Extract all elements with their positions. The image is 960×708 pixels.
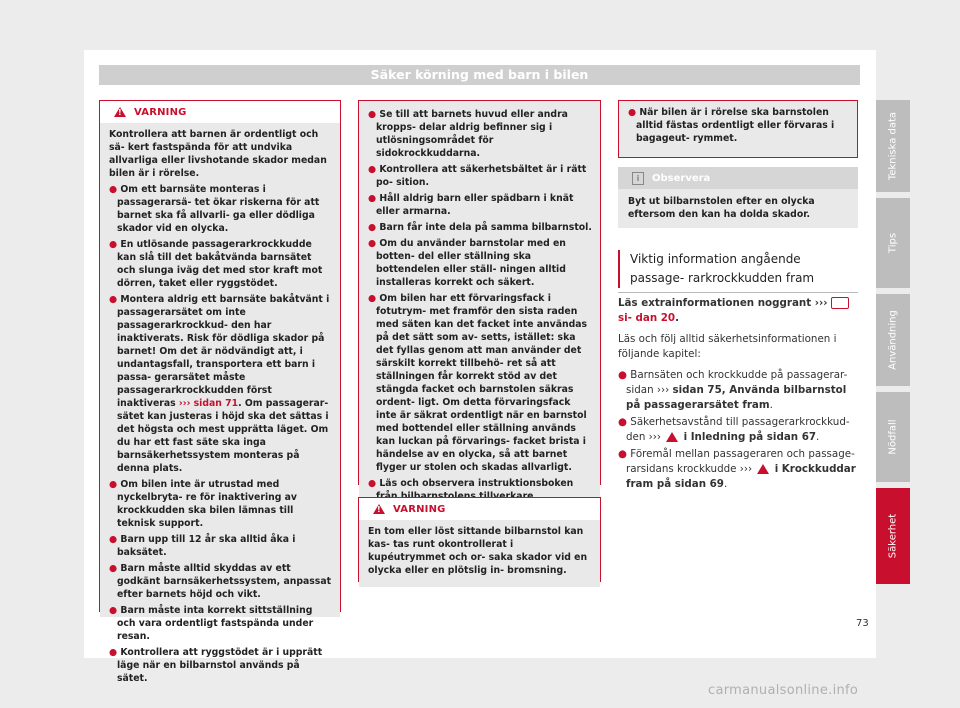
tab-nodfall[interactable]: Nödfall [876,392,910,482]
note-body: Byt ut bilbarnstolen efter en olycka eftersom den kan ha dolda skador. [618,189,858,228]
warning-box-2 [358,497,601,582]
tab-tekniska-data[interactable]: Tekniska data [876,100,910,192]
list-item: ● När bilen är i rörelse ska barnstolen alltid fästas ordentligt eller förvaras i bagageut- rymmet. [628,107,835,144]
list-item: ● Kontrollera att ryggstödet är i upprätt läge när en bilbarnstol används på sätet. [109,647,323,684]
list-item: ● Säkerhetsavstånd till passagerarkrockkud- den ››› ! i Inledning på sidan 67. [618,415,856,445]
list-item: ● Barn måste alltid skyddas av ett godkänt barnsäkerhetssystem, anpassat efter barnets höjd och vikt. [109,563,332,600]
tab-tips[interactable]: Tips [876,198,910,288]
list-item: ● Håll aldrig barn eller spädbarn i knät eller armarna. [368,193,574,217]
read-more-line: Läs extrainformationen noggrant ›››si- dan 20. [618,296,856,326]
list-item: ● Om ett barnsäte monteras i passagerarsä- tet ökar riskerna för att barnet ska få allvarli- ga eller dödliga skador vid en olycka. [109,184,320,234]
list-item: ● Om du använder barnstolar med en botten- del eller ställning ska bottendelen eller ställ- ningen alltid installeras korrekt och säkert. [368,238,566,288]
section-divider [618,292,858,293]
warning-body-continued [359,101,600,512]
list-item: ● Om bilen har ett förvaringsfack i fotutrym- met framför den sista raden med säten kan det facket inte användas på det sätt som av- setts, istället: ska det fyllas genom att man använder det särskilt korrekt tillbehö- ret så att ställningen får korrekt stöd av det stängda facket och barnstolen säkras ordent- ligt. Om detta förvaringsfack inte är säkrat ordentligt när en barnstol med bottendel eller ställning används kan luckan på förvarings- facket brista i händelse av en olycka, så att barnet flyger ur stolen och skadas allvarligt. [368,293,588,473]
child-seat-icon [831,297,849,309]
body-text [618,296,856,494]
warning-label: VARNING [393,503,446,515]
warning-header [359,498,600,520]
note-header [618,167,858,189]
warning-body [100,123,340,684]
note-box [618,167,858,228]
tab-sakerhet[interactable]: Säkerhet [876,488,910,584]
warning-intro: Kontrollera att barnen är ordentligt och sä- kert fastspända för att undvika allvarliga eller livshotande skador medan bilen är i rörelse. [109,129,327,179]
info-icon: i [632,172,644,185]
page-ref-link[interactable]: ››› sidan 71 [178,398,239,409]
page-ref-link[interactable]: si- dan 20 [618,312,676,324]
list-item: ● Kontrollera att säkerhetsbältet är i rätt po- sition. [368,164,587,188]
chapter-ref-link[interactable]: i Inledning på sidan 67 [683,431,817,443]
list-item: ● Barn upp till 12 år ska alltid åka i baksätet. [109,534,296,558]
page-number: 73 [856,618,869,629]
warning-body-end [619,101,857,154]
warning-label: VARNING [134,106,187,118]
list-item: ● En utlösande passagerarkrockkudde kan slå till det bakåtvända barnsätet och slunga iväg det med stor kraft mot dörren, taket eller ryggstödet. [109,239,323,289]
watermark-text: carmanualsonline.info [708,683,859,698]
list-item: ● Läs och observera instruktionsboken [368,478,574,489]
warning-header [100,101,340,123]
list-item: ● Barn måste inta korrekt sittställning och vara ordentligt fastspända under resan. [109,605,314,642]
warning-icon [757,464,769,474]
warning-box-1-end [618,100,858,158]
chapter-ref-link[interactable]: i Krockkuddar fram på sidan 69 [626,463,856,490]
warning-text: En tom eller löst sittande bilbarnstol kan kas- tas runt okontrollerat i kupéutrymmet och or- saka skador vid en olycka eller en plötslig in- bromsning. [368,526,588,576]
note-label: Observera [652,172,711,184]
warning-icon [373,504,385,514]
warning-body [359,520,600,587]
section-title: Viktig information angående passage- rarkrockkudden fram [618,250,858,288]
list-item: ● Barn får inte dela på samma bilbarnstol. [368,222,592,233]
warning-box-1-continued [358,100,601,489]
chapter-ref-link[interactable]: sidan 75, Använda bilbarnstol på passagerarsätet fram [626,384,847,411]
list-item: ● Se till att barnets huvud eller andra kropps- delar aldrig befinner sig i utlösningsområdet för sidokrockkuddarna. [368,109,568,159]
list-item: ● Barnsäten och krockkudde på passagerar- sidan ››› sidan 75, Använda bilbarnstol på passagerarsätet fram. [618,369,848,411]
warning-icon [114,107,126,117]
follow-paragraph: Läs och följ alltid säkerhetsinformationen i följande kapitel: [618,333,837,360]
tab-anvandning[interactable]: Användning [876,294,910,386]
page-header: Säker körning med barn i bilen [99,65,860,85]
warning-box-1 [99,100,341,684]
list-item: ● Montera aldrig ett barnsäte bakåtvänt i passagerarsätet om inte passagerarkrockkud- den har inaktiverats. Risk för dödliga skador på barnet! Om det är nödvändigt att, i undantagsfall, transportera ett barn i passa- gerarsätet måste passagerarkrockkudden först inaktiveras ››› sidan 71. Om passagerar- sätet kan justeras i höjd ska det sättas i det högsta och mest upprätta läget. Om du har ett fast säte ska inga barnsäkerhetssystem monteras på denna plats. [109,294,330,474]
list-item: ● Föremål mellan passageraren och passage- rarsidans krockkudde ››› ! i Krockkuddar fram på sidan 69. [618,447,856,492]
list-item: ● Om bilen inte är utrustad med nyckelbryta- re för inaktivering av krockkudden ska bilen lämnas till teknisk support. [109,479,297,529]
warning-icon [666,432,678,442]
